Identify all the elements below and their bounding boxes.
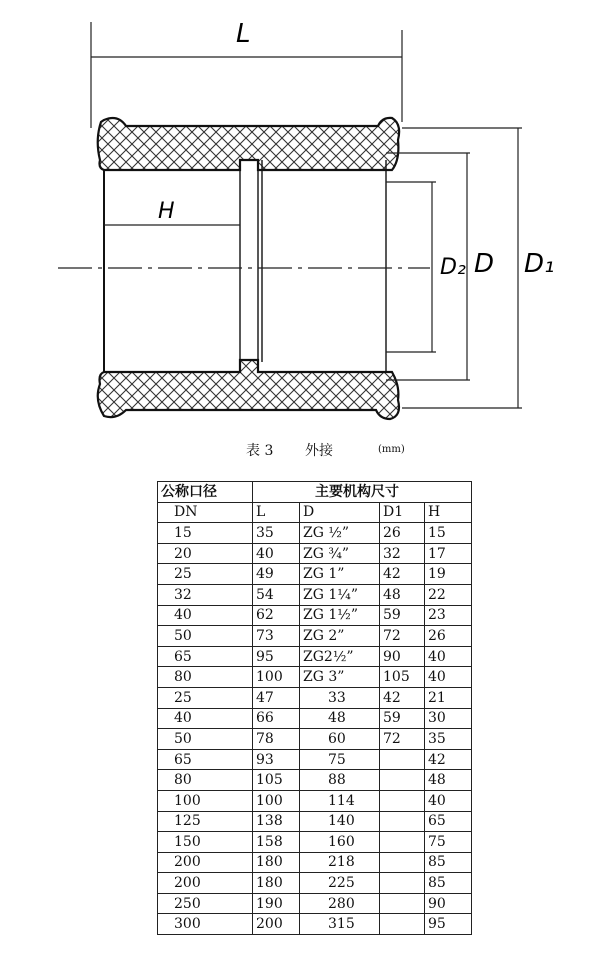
cell-h: 90 xyxy=(425,893,472,914)
table-row xyxy=(158,914,472,935)
cell-l: 40 xyxy=(253,543,300,564)
table-row xyxy=(158,584,472,605)
cell-d: 140 xyxy=(300,811,380,832)
dimension-table xyxy=(157,481,472,935)
cell-l: 62 xyxy=(253,605,300,626)
col-header-d1: D1 xyxy=(380,502,425,523)
table-row xyxy=(158,811,472,832)
cell-d1: 72 xyxy=(380,626,425,647)
cell-h: 19 xyxy=(425,564,472,585)
cell-d1: 59 xyxy=(380,708,425,729)
cell-l: 138 xyxy=(253,811,300,832)
cell-dn: 300 xyxy=(158,914,253,935)
cell-d1 xyxy=(380,852,425,873)
cell-d: ZG ½” xyxy=(300,523,380,544)
thread-length-dimension xyxy=(104,199,240,225)
cell-d: ZG 3” xyxy=(300,667,380,688)
cell-d: 33 xyxy=(300,687,380,708)
cell-dn: 25 xyxy=(158,687,253,708)
cell-l: 100 xyxy=(253,667,300,688)
cell-l: 95 xyxy=(253,646,300,667)
cell-l: 158 xyxy=(253,832,300,853)
caption-title: 外接 xyxy=(305,443,333,459)
group-header-row xyxy=(158,482,472,503)
cell-d1 xyxy=(380,811,425,832)
cell-l: 47 xyxy=(253,687,300,708)
dim-label-D2: D₂ xyxy=(440,255,466,280)
cell-h: 40 xyxy=(425,646,472,667)
cell-d1 xyxy=(380,873,425,894)
table-row xyxy=(158,543,472,564)
caption-unit: (mm) xyxy=(378,444,405,455)
cell-d1: 42 xyxy=(380,564,425,585)
cell-l: 73 xyxy=(253,626,300,647)
table-caption xyxy=(0,440,600,460)
cell-dn: 40 xyxy=(158,708,253,729)
cell-l: 180 xyxy=(253,852,300,873)
table-row xyxy=(158,729,472,750)
cell-d1: 105 xyxy=(380,667,425,688)
cell-dn: 65 xyxy=(158,646,253,667)
cell-h: 23 xyxy=(425,605,472,626)
cell-h: 40 xyxy=(425,667,472,688)
cell-l: 190 xyxy=(253,893,300,914)
cell-d1 xyxy=(380,790,425,811)
dim-label-D: D xyxy=(474,249,495,279)
cell-dn: 32 xyxy=(158,584,253,605)
cell-d: 60 xyxy=(300,729,380,750)
cell-l: 35 xyxy=(253,523,300,544)
table-row xyxy=(158,523,472,544)
cell-h: 40 xyxy=(425,790,472,811)
table-row xyxy=(158,646,472,667)
cell-d: ZG 2” xyxy=(300,626,380,647)
cell-d1: 32 xyxy=(380,543,425,564)
cell-h: 15 xyxy=(425,523,472,544)
cell-dn: 15 xyxy=(158,523,253,544)
cell-d1 xyxy=(380,770,425,791)
cell-d: 114 xyxy=(300,790,380,811)
cell-h: 26 xyxy=(425,626,472,647)
cell-d1 xyxy=(380,832,425,853)
cell-h: 42 xyxy=(425,749,472,770)
caption-label: 表 3 xyxy=(246,443,274,459)
cell-d1: 72 xyxy=(380,729,425,750)
cell-dn: 80 xyxy=(158,667,253,688)
col-header-d: D xyxy=(300,502,380,523)
cell-l: 49 xyxy=(253,564,300,585)
cell-dn: 125 xyxy=(158,811,253,832)
table-row xyxy=(158,605,472,626)
cell-d: ZG2½” xyxy=(300,646,380,667)
table-row xyxy=(158,893,472,914)
bottom-wall-section xyxy=(98,360,399,419)
cell-d: ZG 1¼” xyxy=(300,584,380,605)
cell-h: 22 xyxy=(425,584,472,605)
cell-d: 75 xyxy=(300,749,380,770)
cell-h: 65 xyxy=(425,811,472,832)
dim-label-L: L xyxy=(236,19,251,49)
cell-d: ZG 1½” xyxy=(300,605,380,626)
header-main-dimensions: 主要机构尺寸 xyxy=(253,482,472,503)
col-header-dn: DN xyxy=(158,502,253,523)
cell-d1: 48 xyxy=(380,584,425,605)
coupling-section-drawing xyxy=(0,0,600,440)
cell-d: 225 xyxy=(300,873,380,894)
table-row xyxy=(158,749,472,770)
cell-h: 17 xyxy=(425,543,472,564)
table-row xyxy=(158,770,472,791)
cell-h: 48 xyxy=(425,770,472,791)
cell-dn: 50 xyxy=(158,626,253,647)
table-row xyxy=(158,708,472,729)
cell-h: 75 xyxy=(425,832,472,853)
cell-dn: 100 xyxy=(158,790,253,811)
cell-d1: 90 xyxy=(380,646,425,667)
cell-l: 66 xyxy=(253,708,300,729)
cell-dn: 150 xyxy=(158,832,253,853)
header-nominal-size: 公称口径 xyxy=(158,482,253,503)
cell-l: 54 xyxy=(253,584,300,605)
table-row xyxy=(158,873,472,894)
cell-h: 95 xyxy=(425,914,472,935)
cell-d: 160 xyxy=(300,832,380,853)
cell-d1 xyxy=(380,749,425,770)
cell-h: 35 xyxy=(425,729,472,750)
table-row xyxy=(158,626,472,647)
bore-outline xyxy=(104,160,386,372)
col-header-h: H xyxy=(425,502,472,523)
cell-d1: 26 xyxy=(380,523,425,544)
table-row xyxy=(158,852,472,873)
cell-h: 85 xyxy=(425,852,472,873)
table-row xyxy=(158,790,472,811)
cell-dn: 80 xyxy=(158,770,253,791)
cell-d: 48 xyxy=(300,708,380,729)
col-header-l: L xyxy=(253,502,300,523)
cell-d: ZG 1” xyxy=(300,564,380,585)
dim-label-D1: D₁ xyxy=(524,249,555,279)
column-header-row xyxy=(158,502,472,523)
cell-dn: 65 xyxy=(158,749,253,770)
cell-dn: 25 xyxy=(158,564,253,585)
cell-d: 88 xyxy=(300,770,380,791)
cell-h: 85 xyxy=(425,873,472,894)
cell-dn: 200 xyxy=(158,873,253,894)
cell-d1 xyxy=(380,893,425,914)
table-row xyxy=(158,667,472,688)
cell-d1: 59 xyxy=(380,605,425,626)
cell-l: 200 xyxy=(253,914,300,935)
cell-l: 100 xyxy=(253,790,300,811)
cell-dn: 20 xyxy=(158,543,253,564)
cell-l: 180 xyxy=(253,873,300,894)
cell-d: ZG ¾” xyxy=(300,543,380,564)
cell-dn: 40 xyxy=(158,605,253,626)
cell-d1 xyxy=(380,914,425,935)
length-dimension xyxy=(91,19,402,128)
table-row xyxy=(158,564,472,585)
cell-d1: 42 xyxy=(380,687,425,708)
top-wall-section xyxy=(98,118,399,170)
cell-d: 218 xyxy=(300,852,380,873)
cell-l: 93 xyxy=(253,749,300,770)
cell-dn: 250 xyxy=(158,893,253,914)
table-row xyxy=(158,687,472,708)
dim-label-H: H xyxy=(158,199,175,224)
table-row xyxy=(158,832,472,853)
cell-h: 30 xyxy=(425,708,472,729)
cell-d: 280 xyxy=(300,893,380,914)
cell-l: 105 xyxy=(253,770,300,791)
cell-l: 78 xyxy=(253,729,300,750)
cell-h: 21 xyxy=(425,687,472,708)
cell-dn: 50 xyxy=(158,729,253,750)
cell-dn: 200 xyxy=(158,852,253,873)
cell-d: 315 xyxy=(300,914,380,935)
